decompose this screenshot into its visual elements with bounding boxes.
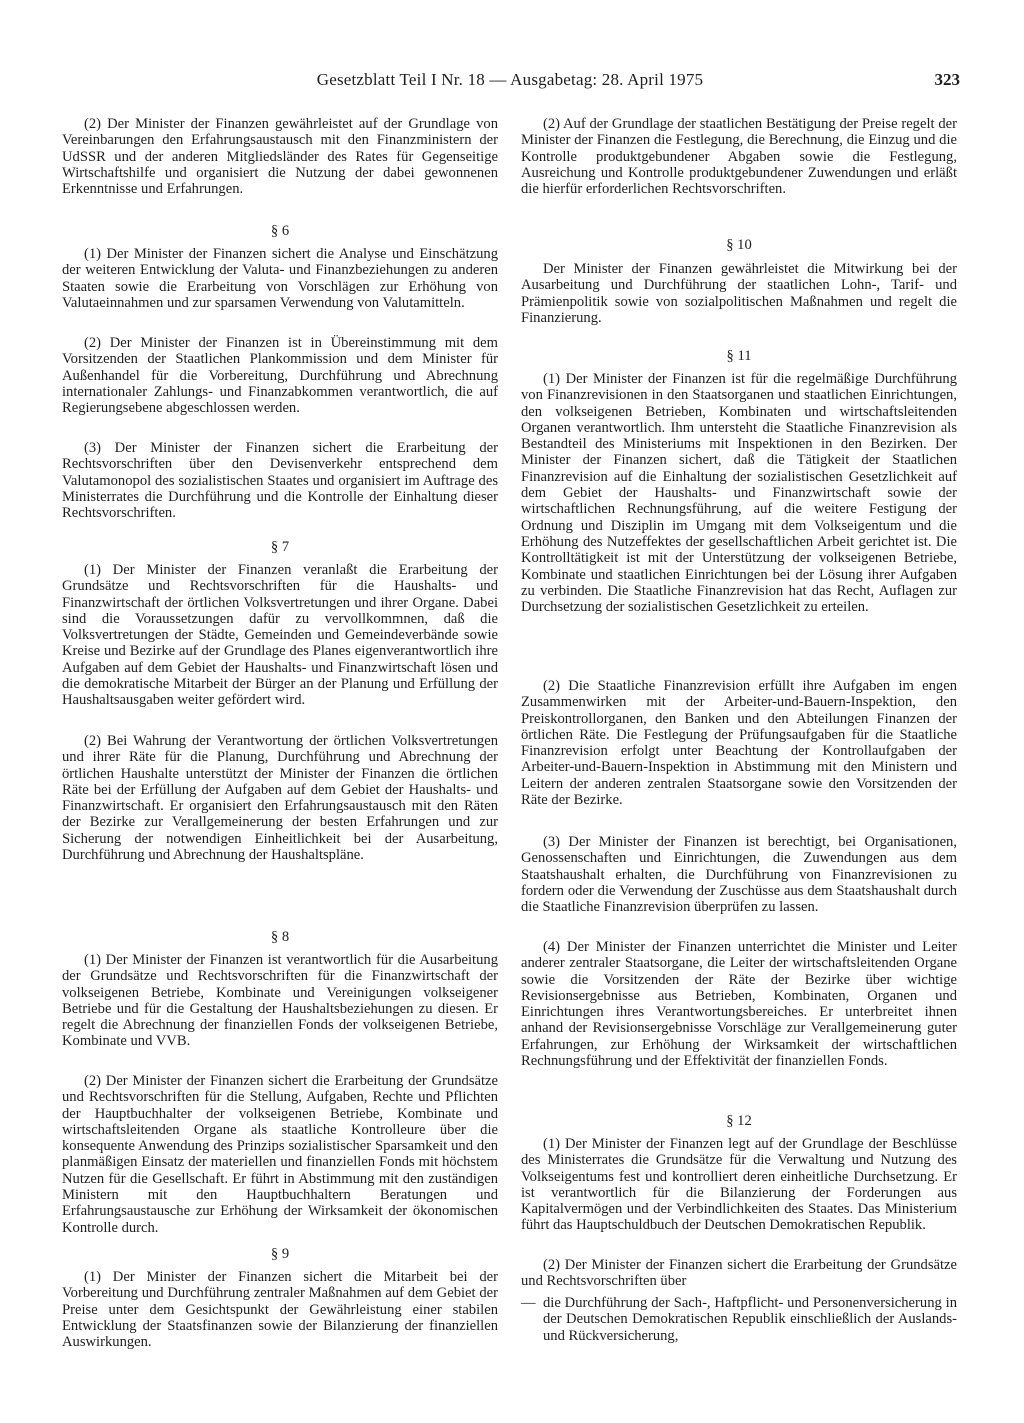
paragraph: (2) Der Minister der Finanzen sichert die Erarbeitung der Grundsätze und Rechtsvorschriften über [521,1257,957,1290]
paragraph: (2) Der Minister der Finanzen sichert die Erarbeitung der Grundsätze und Rechtsvorschriften für die Stellung, Aufgaben, Rechte und Pflichten der Hauptbuchhalter der volkseigenen Betriebe, Kombinate und wirtschaftsleitenden Organe als staatliche Kontrolleure über die konsequente Anwendung des Prinzips sozialistischer Sparsamkeit und den planmäßigen Einsatz der materiellen und finanziellen Fonds mit höchstem Nutzen für die Gesellschaft. Er führt in Abstimmung mit den zuständigen Ministern mit den Hauptbuchhaltern Beratungen und Erfahrungsaustausche zur Erhöhung der Wirksamkeit der ökonomischen Kontrolle durch. [62,1073,498,1236]
paragraph: (2) Auf der Grundlage der staatlichen Bestätigung der Preise regelt der Minister der Finanzen die Festlegung, die Berechnung, die Einzug und die Kontrolle produktgebundener Abgaben sowie die Festlegung, Ausreichung und Kontrolle produktgebundener Zuwendungen und erläßt die hierfür erforderlichen Rechtsvorschriften. [521,116,957,198]
section-heading: § 11 [726,348,752,364]
section-heading: § 8 [270,929,290,945]
paragraph: (3) Der Minister der Finanzen ist berechtigt, bei Organisationen, Genossenschaften und Einrichtungen, die Zuwendungen aus dem Staatshaushalt erhalten, die Durchführung von Finanzrevisionen zu fordern oder die Verwendung der Zuschüsse aus dem Staatshaushalt durch die Staatliche Finanzrevision überprüfen zu lassen. [521,834,957,916]
page-header [60,70,960,96]
paragraph: (2) Der Minister der Finanzen ist in Übereinstimmung mit dem Vorsitzenden der Staatlichen Plankommission und dem Minister für Außenhandel für die Vorbereitung, Durchführung und Abrechnung internationaler Zahlungs- und Finanzabkommen verantwortlich, die auf Regierungsebene abgeschlossen werden. [62,335,498,417]
paragraph: (1) Der Minister der Finanzen sichert die Analyse und Einschätzung der weiteren Entwicklung der Valuta- und Finanzbeziehungen zu anderen Staaten sowie die Erarbeitung von Vorschlägen zur Erhöhung von Valutaeinnahmen und zur sparsamen Verwendung von Valutamitteln. [62,246,498,311]
section-heading: § 12 [726,1113,752,1129]
paragraph: (2) Bei Wahrung der Verantwortung der örtlichen Volksvertretungen und ihrer Räte für die Planung, Durchführung und Abrechnung der örtlichen Haushalte unterstützt der Minister der Finanzen die örtlichen Räte bei der Erfüllung der Aufgaben auf dem Gebiet der Haushalts- und Finanzwirtschaft. Er organisiert den Erfahrungsaustausch mit den Räten der Bezirke zur Verallgemeinerung der besten Erfahrungen und zur Sicherung der notwendigen Einheitlichkeit bei der Ausarbeitung, Durchführung und Abrechnung der Haushaltspläne. [62,733,498,864]
paragraph: (1) Der Minister der Finanzen veranlaßt die Erarbeitung der Grundsätze und Rechtsvorschriften für die Haushalts- und Finanzwirtschaft der örtlichen Volksvertretungen und ihrer Organe. Dabei sind die Voraussetzungen dafür zu vervollkommnen, daß die Volksvertretungen der Städte, Gemeinden und Gemeindeverbände sowie Kreise und Bezirke auf der Grundlage des Planes eigenverantwortlich ihre Aufgaben auf dem Gebiet der Haushalts- und Finanzwirtschaft lösen und die demokratische Mitarbeit der Bürger an der Planung und Erfüllung der Haushaltsausgaben weiter gefördert wird. [62,562,498,709]
section-heading: § 9 [270,1246,290,1262]
paragraph: (2) Der Minister der Finanzen gewährleistet auf der Grundlage von Vereinbarungen den Erfahrungsaustausch mit den Finanzministern der UdSSR und der anderen Mitgliedsländer des Rates für Gegenseitige Wirtschaftshilfe und organisiert die Nutzung der dabei gewonnenen Erkenntnisse und Erfahrungen. [62,116,498,198]
list-item-text: die Durchführung der Sach-, Haftpflicht- und Personenversicherung in der Deutschen Demokratischen Republik einschließlich der Auslands- und Rückversicherung, [543,1295,957,1344]
paragraph: (2) Die Staatliche Finanzrevision erfüllt ihre Aufgaben im engen Zusammenwirken mit der Arbeiter-und-Bauern-Inspektion, den Preiskontrollorganen, den Banken und den Abteilungen Finanzen der örtlichen Räte. Die Festlegung der Prüfungsaufgaben für die Staatliche Finanzrevision erfolgt unter Beachtung der Kontrollaufgaben der Arbeiter-und-Bauern-Inspektion in Abstimmung mit den Ministern und Leitern der anderen zentralen Staatsorgane sowie den Vorsitzenden der Räte der Bezirke. [521,678,957,809]
paragraph: (1) Der Minister der Finanzen ist verantwortlich für die Ausarbeitung der Grundsätze und Rechtsvorschriften für die Finanzwirtschaft der volkseigenen Betriebe, Kombinate und Vereinigungen volkseigener Betriebe und für die Gestaltung der Haushaltsbeziehungen zu diesen. Er regelt die Abrechnung der finanziellen Fonds der volkseigenen Betriebe, Kombinate und VVB. [62,952,498,1050]
dash-list-item [521,1295,957,1344]
dash-marker: — [521,1295,536,1311]
paragraph: (4) Der Minister der Finanzen unterrichtet die Minister und Leiter anderer zentraler Staatsorgane, die Leiter der wirtschaftsleitenden Organe sowie die Vorsitzenden der Räte der Bezirke über wichtige Revisionsergebnisse aus Betrieben, Kombinaten, Organen und Einrichtungen ihres Verantwortungsbereiches. Er unterbreitet ihnen anhand der Revisionsergebnisse Vorschläge zur Verallgemeinerung guter Erfahrungen, zur Erhöhung der Wirksamkeit der wirtschaftlichen Rechnungsführung und der Effektivität der finanziellen Fonds. [521,939,957,1070]
paragraph: (3) Der Minister der Finanzen sichert die Erarbeitung der Rechtsvorschriften über den Devisenverkehr entsprechend dem Valutamonopol des sozialistischen Staates und organisiert im Auftrage des Ministerrates die Durchführung und die Kontrolle der Einhaltung dieser Rechtsvorschriften. [62,440,498,522]
section-heading: § 7 [270,539,290,555]
paragraph: (1) Der Minister der Finanzen legt auf der Grundlage der Beschlüsse des Ministerrates die Grundsätze für die Verwaltung und Nutzung des Volkseigentums fest und kontrolliert deren einheitliche Durchsetzung. Er ist verantwortlich für die Bilanzierung der Forderungen aus Kapitalvermögen und der Verbindlichkeiten des Staates. Das Ministerium führt das Hauptschuldbuch der Deutschen Demokratischen Republik. [521,1136,957,1234]
section-heading: § 10 [726,237,752,253]
paragraph: (1) Der Minister der Finanzen sichert die Mitarbeit bei der Vorbereitung und Durchführung zentraler Maßnahmen auf dem Gebiet der Preise unter dem Gesichtspunkt der Gewährleistung einer stabilen Entwicklung der Staatsfinanzen sowie der Bilanzierung der finanziellen Auswirkungen. [62,1269,498,1351]
paragraph: Der Minister der Finanzen gewährleistet die Mitwirkung bei der Ausarbeitung und Durchführung der staatlichen Lohn-, Tarif- und Prämienpolitik sowie von sozialpolitischen Maßnahmen und regelt die Finanzierung. [521,261,957,326]
running-title: Gesetzblatt Teil I Nr. 18 — Ausgabetag: 28. April 1975 [316,70,704,89]
section-heading: § 6 [270,223,290,239]
page-number: 323 [934,70,960,89]
paragraph: (1) Der Minister der Finanzen ist für die regelmäßige Durchführung von Finanzrevisionen in den Staatsorganen und staatlichen Einrichtungen, den volkseigenen Betrieben, Kombinaten und wirtschaftsleitenden Organen verantwortlich. Ihm untersteht die Staatliche Finanzrevision als Bestandteil des Ministeriums mit Inspektionen in den Bezirken. Der Minister der Finanzen sichert, daß die Tätigkeit der Staatlichen Finanzrevision auf die Einhaltung der sozialistischen Gesetzlichkeit auf dem Gebiet der Haushalts- und Finanzwirtschaft sowie der wirtschaftlichen Rechnungsführung, auf die weitere Festigung der Ordnung und Disziplin im Umgang mit dem Volkseigentum und die Erhöhung des Nutzeffektes der gesellschaftlichen Arbeit gerichtet ist. Die Kontrolltätigkeit ist mit der Unterstützung der volkseigenen Betriebe, Kombinate und staatlichen Einrichtungen bei der Lösung ihrer Aufgaben zu verbinden. Die Staatliche Finanzrevision hat das Recht, Auflagen zur Durchsetzung der sozialistischen Gesetzlichkeit zu erteilen. [521,371,957,616]
